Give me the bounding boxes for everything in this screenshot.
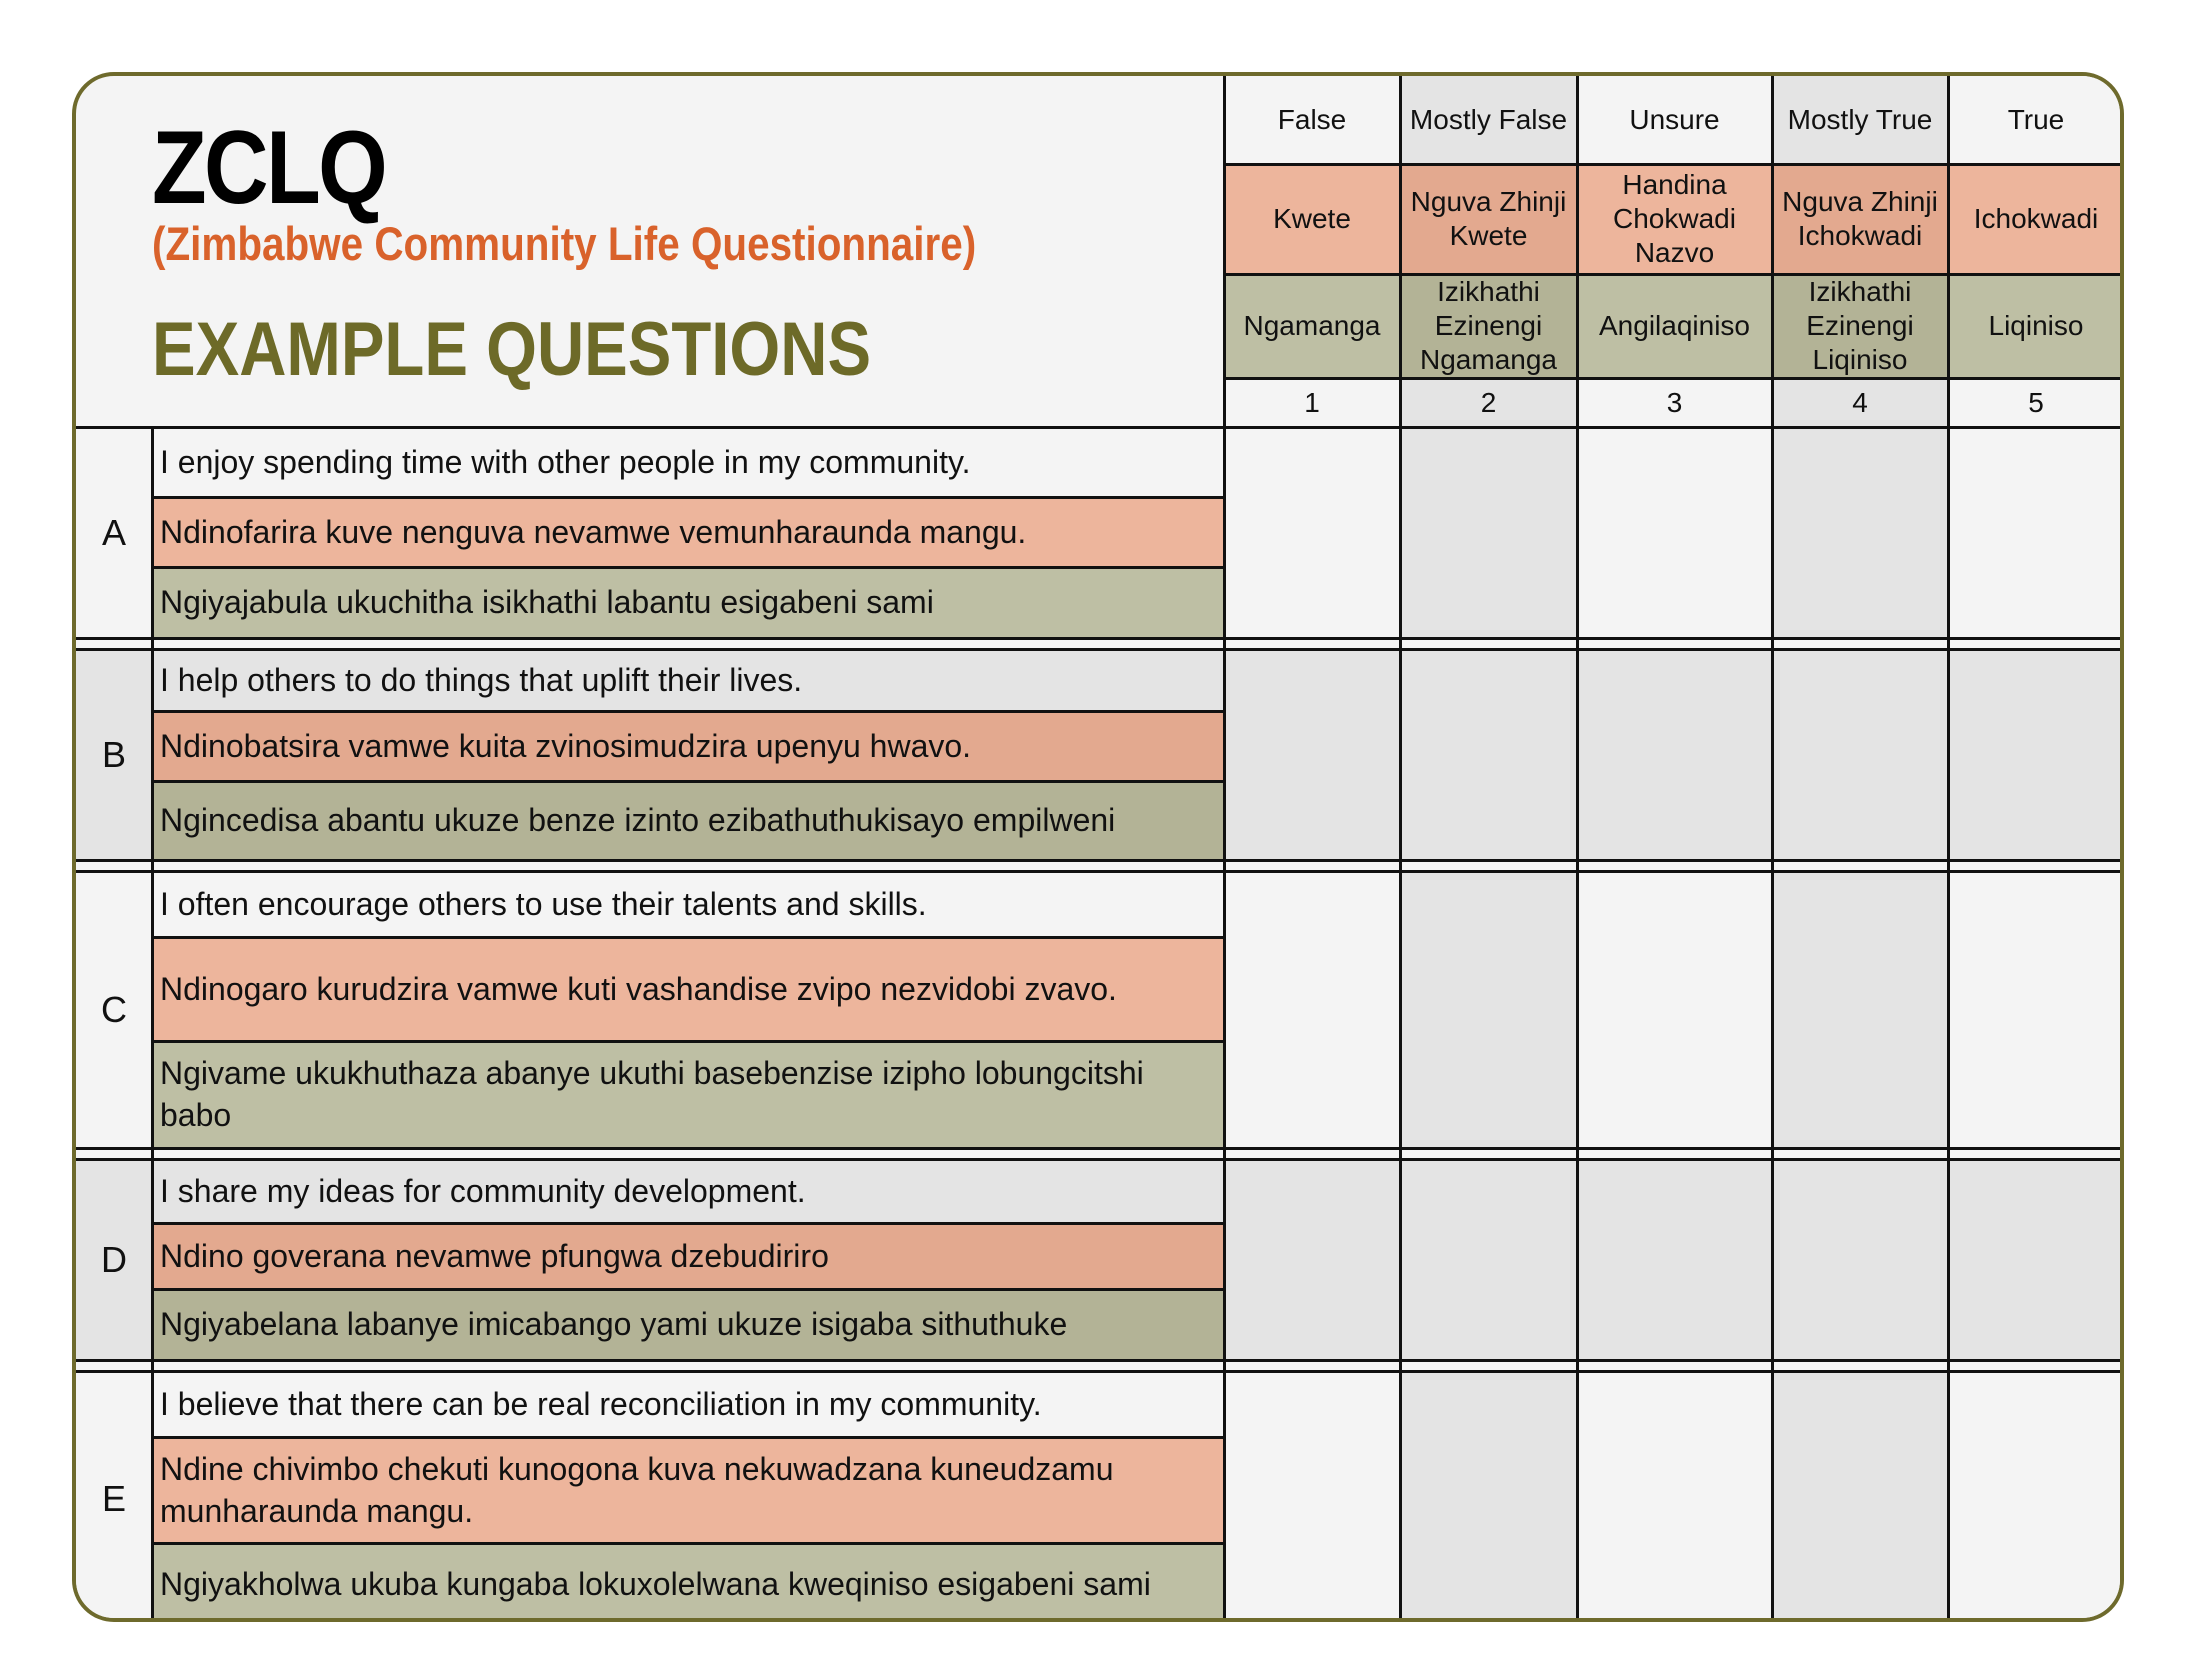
- page-subtitle: (Zimbabwe Community Life Questionnaire): [152, 217, 977, 270]
- answer-cell-4[interactable]: [1772, 872, 1948, 1148]
- grid-line: [1223, 76, 1226, 1622]
- grid-line: [76, 426, 2124, 429]
- scale-sh-5: Ichokwadi: [1948, 164, 2124, 274]
- question-ndebele: Ngincedisa abantu ukuze benze izinto ezibathuthukisayo empilweni: [152, 782, 1224, 860]
- grid-line: [1224, 377, 2124, 380]
- grid-line: [1576, 76, 1579, 1622]
- answer-cell-1[interactable]: [1224, 428, 1400, 638]
- question-ndebele: Ngiyajabula ukuchitha isikhathi labantu esigabeni sami: [152, 568, 1224, 638]
- grid-line: [1224, 163, 2124, 166]
- question-english: I help others to do things that uplift their lives.: [152, 650, 1224, 712]
- scale-num-4: 4: [1772, 378, 1948, 428]
- scale-nd-4: Izikhathi Ezinengi Liqiniso: [1772, 274, 1948, 378]
- question-english: I enjoy spending time with other people in my community.: [152, 428, 1224, 498]
- grid-line: [152, 1436, 1224, 1439]
- answer-cell-5[interactable]: [1948, 872, 2124, 1148]
- grid-line: [151, 428, 154, 1622]
- answer-cell-4[interactable]: [1772, 428, 1948, 638]
- question-letter: E: [76, 1372, 152, 1622]
- question-shona: Ndinofarira kuve nenguva nevamwe vemunharaunda mangu.: [152, 498, 1224, 568]
- question-english: I share my ideas for community development.: [152, 1160, 1224, 1224]
- question-letter: A: [76, 428, 152, 638]
- scale-num-2: 2: [1400, 378, 1577, 428]
- grid-line: [152, 1222, 1224, 1225]
- title-area: [76, 76, 1224, 428]
- scale-en-5: True: [1948, 76, 2124, 164]
- scale-en-3: Unsure: [1577, 76, 1772, 164]
- questionnaire-card: [72, 72, 2124, 1622]
- scale-en-1: False: [1224, 76, 1400, 164]
- answer-cell-5[interactable]: [1948, 428, 2124, 638]
- question-row-d: [76, 1160, 2124, 1360]
- grid-line: [76, 859, 2124, 862]
- scale-num-5: 5: [1948, 378, 2124, 428]
- question-row-e: [76, 1372, 2124, 1622]
- scale-num-3: 3: [1577, 378, 1772, 428]
- grid-line: [152, 936, 1224, 939]
- question-ndebele: Ngiyakholwa ukuba kungaba lokuxolelwana kweqiniso esigabeni sami: [152, 1544, 1224, 1622]
- question-shona: Ndinogaro kurudzira vamwe kuti vashandise zvipo nezvidobi zvavo.: [152, 938, 1224, 1042]
- question-shona: Ndino goverana nevamwe pfungwa dzebudiriro: [152, 1224, 1224, 1290]
- question-ndebele: Ngivame ukukhuthaza abanye ukuthi basebenzise izipho lobungcitshi babo: [152, 1042, 1224, 1148]
- answer-cell-4[interactable]: [1772, 1372, 1948, 1622]
- page-title: ZCLQ: [152, 110, 386, 226]
- grid-line: [76, 1147, 2124, 1150]
- question-letter: B: [76, 650, 152, 860]
- question-english: I often encourage others to use their talents and skills.: [152, 872, 1224, 938]
- answer-cell-1[interactable]: [1224, 1160, 1400, 1360]
- grid-line: [76, 1370, 2124, 1373]
- grid-line: [1399, 76, 1402, 1622]
- answer-cell-4[interactable]: [1772, 1160, 1948, 1360]
- answer-cell-3[interactable]: [1577, 1372, 1772, 1622]
- question-row-c: [76, 872, 2124, 1148]
- question-english: I believe that there can be real reconciliation in my community.: [152, 1372, 1224, 1438]
- grid-line: [76, 1158, 2124, 1161]
- question-row-b: [76, 650, 2124, 860]
- answer-cell-1[interactable]: [1224, 650, 1400, 860]
- answer-cell-3[interactable]: [1577, 428, 1772, 638]
- grid-line: [152, 710, 1224, 713]
- scale-nd-5: Liqiniso: [1948, 274, 2124, 378]
- grid-line: [76, 1359, 2124, 1362]
- grid-line: [76, 648, 2124, 651]
- grid-line: [152, 566, 1224, 569]
- answer-cell-1[interactable]: [1224, 1372, 1400, 1622]
- scale-sh-4: Nguva Zhinji Ichokwadi: [1772, 164, 1948, 274]
- grid-line: [152, 1288, 1224, 1291]
- scale-num-1: 1: [1224, 378, 1400, 428]
- question-ndebele: Ngiyabelana labanye imicabango yami ukuze isigaba sithuthuke: [152, 1290, 1224, 1360]
- answer-cell-2[interactable]: [1400, 872, 1577, 1148]
- answer-cell-3[interactable]: [1577, 1160, 1772, 1360]
- grid-line: [1771, 76, 1774, 1622]
- grid-line: [1947, 76, 1950, 1622]
- answer-cell-5[interactable]: [1948, 1160, 2124, 1360]
- answer-cell-2[interactable]: [1400, 1372, 1577, 1622]
- question-letter: C: [76, 872, 152, 1148]
- answer-cell-5[interactable]: [1948, 1372, 2124, 1622]
- grid-line: [152, 1040, 1224, 1043]
- grid-line: [152, 496, 1224, 499]
- answer-cell-2[interactable]: [1400, 428, 1577, 638]
- question-row-a: [76, 428, 2124, 638]
- scale-en-2: Mostly False: [1400, 76, 1577, 164]
- answer-cell-2[interactable]: [1400, 650, 1577, 860]
- answer-cell-5[interactable]: [1948, 650, 2124, 860]
- answer-cell-3[interactable]: [1577, 872, 1772, 1148]
- answer-cell-4[interactable]: [1772, 650, 1948, 860]
- scale-sh-3: Handina Chokwadi Nazvo: [1577, 164, 1772, 274]
- grid-line: [76, 870, 2124, 873]
- answer-cell-2[interactable]: [1400, 1160, 1577, 1360]
- question-shona: Ndinobatsira vamwe kuita zvinosimudzira upenyu hwavo.: [152, 712, 1224, 782]
- scale-sh-1: Kwete: [1224, 164, 1400, 274]
- scale-nd-2: Izikhathi Ezinengi Ngamanga: [1400, 274, 1577, 378]
- section-heading: EXAMPLE QUESTIONS: [152, 307, 872, 392]
- scale-nd-3: Angilaqiniso: [1577, 274, 1772, 378]
- grid-line: [76, 637, 2124, 640]
- answer-cell-1[interactable]: [1224, 872, 1400, 1148]
- question-shona: Ndine chivimbo chekuti kunogona kuva nekuwadzana kuneudzamu munharaunda mangu.: [152, 1438, 1224, 1544]
- scale-nd-1: Ngamanga: [1224, 274, 1400, 378]
- question-letter: D: [76, 1160, 152, 1360]
- answer-cell-3[interactable]: [1577, 650, 1772, 860]
- grid-line: [152, 780, 1224, 783]
- grid-line: [152, 1542, 1224, 1545]
- grid-line: [1224, 273, 2124, 276]
- scale-sh-2: Nguva Zhinji Kwete: [1400, 164, 1577, 274]
- scale-en-4: Mostly True: [1772, 76, 1948, 164]
